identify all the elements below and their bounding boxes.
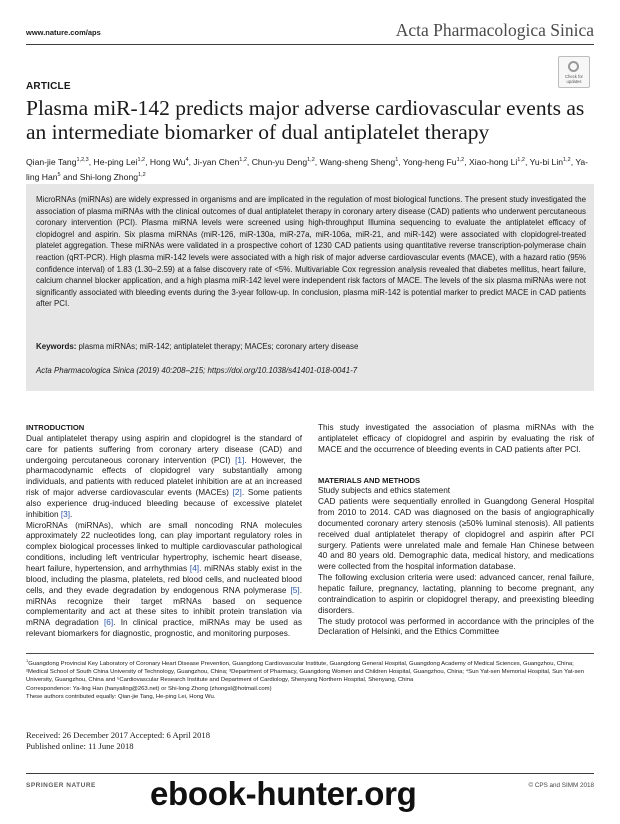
right-column [318,423,594,638]
author-affiliation: 1,2 [239,157,247,163]
equal-contribution-footnote: These authors contributed equally: Qian-jie Tang, He-ping Lei, Hong Wu. [26,693,216,700]
paragraph-text: . miRNAs recognize their target mRNAs based on sequence complementarity and act at these sites to inhibit protein translation via mRNA degradation [26,585,302,628]
keywords [36,342,586,351]
journal-name: Acta Pharmacologica Sinica [395,20,594,40]
paragraph-text: MicroRNAs (miRNAs), which are small noncoding RNA molecules approximately 22 nucleotides long, can play important regulatory roles in complex biological processes linked to multiple cardiovascular pathological conditions, including left ventricular hypertrophy, ischemic heart disease, heart failure, hypertension, and arrhythmias [26,520,302,573]
author-affiliation: 1,2 [456,157,465,163]
reference-link[interactable]: [5] [290,585,300,595]
author-affiliation: 1,2,3 [76,157,89,163]
author-name[interactable]: Qian-jie Tang [26,156,77,167]
paragraph-text: Dual antiplatelet therapy using aspirin and clopidogrel is the standard of care for patients suffering from coronary artery disease (CAD) and undergoing percutaneous coronary intervention (PCI) [26,433,302,465]
paragraph-text: . Some patients also experience drug-induced bleeding because of excessive platelet inhibition [26,488,302,519]
check-for-updates-badge[interactable] [558,56,590,88]
header-rule [26,44,594,45]
intro-paragraph-3: This study investigated the association of plasma miRNAs with the antiplatelet efficacy of clopidogrel and aspirin by evaluating the risk of MACE and the occurrence of bleeding events in CAD patients after PCI. [318,423,594,454]
check-updates-icon [568,61,579,72]
author-name[interactable]: Xiao-hong Li [469,156,518,167]
methods-heading: MATERIALS AND METHODS [318,475,421,485]
watermark: ebook-hunter.org [150,775,417,812]
methods-paragraph-1: CAD patients were sequentially enrolled in Guangdong General Hospital from 2010 to 2014. CAD was diagnosed on the basis of angiographically documented coronary artery stenosis (≥50% luminal stenosis). All patients received dual antiplatelet therapy of clopidogrel and aspirin after PCI surgery. Patients were unrelated male and female Han Chinese between 40 and 80 years old. Demographic data, medical history, and medications were collected from the hospital information database. [318,497,594,572]
methods-paragraph-2: The following exclusion criteria were used: advanced cancer, renal failure, hepatic failure, pregnancy, lactating, planning to become pregnant, any contraindication to aspirin or clopidogrel therapy, and preexisting bleeding disorders. [318,573,594,615]
author-affiliation: 1,2 [138,171,146,178]
methods-subheading: Study subjects and ethics statement [318,486,451,496]
reference-link[interactable]: [3] [60,509,71,519]
publication-dates [26,730,210,751]
author-name[interactable]: Yu-bi Lin [529,156,564,167]
keywords-text: plasma miRNAs; miR-142; antiplatelet therapy; MACEs; coronary artery disease [78,342,359,351]
introduction-heading: INTRODUCTION [26,423,85,432]
reference-link[interactable]: [4] [189,563,200,573]
author-affiliation: 1 [395,157,399,163]
received-accepted-dates: Received: 26 December 2017 Accepted: 6 April 2018 [26,730,210,740]
intro-paragraph-2 [26,521,302,640]
author-affiliation: 1,2 [517,157,525,163]
footnote-rule [26,653,594,654]
publisher-logo: SPRINGER NATURE [26,782,96,789]
abstract-text: MicroRNAs (miRNAs) are widely expressed in organisms and are implicated in the regulation of most biological functions. The present study investigated the association of plasma miRNAs with the clinical outcomes of dual antiplatelet therapy in coronary artery disease (CAD) patients who underwent percutaneous coronary intervention (PCI). Plasma miRNA levels were screened using high-throughput Illumina sequencing to evaluate the antiplatelet efficacy of clopidogrel and aspirin. Six plasma miRNAs (miR-126, miR-130a, miR-27a, miR-106a, miR-21, and miR-142) were associated with clopidogrel-treated platelet aggregation. These miRNAs were validated in a prospective cohort of 1230 CAD patients using quantitative reverse transcription-polymerase chain reaction (qRT-PCR). High plasma miR-142 levels were associated with a high risk of major adverse cardiovascular events (MACE), with a hazard ratio (95% confidence interval) of 1.83 (1.30–2.59) at a false discovery rate of <5%. Multivariable Cox regression analysis revealed that diabetes mellitus, heart failure, calcium channel blocker application, and a high plasma miR-142 level were independent risk factors of MACE. The levels of the six plasma miRNAs were not significantly associated with bleeding events during the 3-year follow-up. In conclusion, plasma miR-142 is potential marker to predict MACE in CAD patients after PCI. [36,195,586,309]
reference-link[interactable]: [2] [232,488,242,498]
author-affiliation: 5 [57,171,61,178]
author-conjunction: and [60,171,80,182]
citation-line[interactable]: Acta Pharmacologica Sinica (2019) 40:208–215; https://doi.org/10.1038/s41401-018-0041-7 [36,366,358,375]
author-name[interactable]: Shi-long Zhong [79,171,139,182]
author-name[interactable]: Ya-ling Han [26,156,589,182]
paragraph-text: . miRNAs stably exist in the blood, including the plasma, platelets, red blood cells, and nucleated blood cells, and they evade degradation by endogenous RNA polymerase [26,563,303,595]
published-online-date: Published online: 11 June 2018 [26,740,134,751]
author-affiliation: 4 [185,157,189,163]
author-name[interactable]: Hong Wu [149,156,186,167]
intro-paragraph-1 [26,434,302,521]
paragraph-text: . However, the pharmacodynamic effects of clopidogrel vary substantially among individuals, and patients with reduced platelet inhibition are at an increased risk of major adverse cardiovascular events (MACEs) [26,455,302,498]
author-name[interactable]: Wang-sheng Sheng [319,156,396,167]
left-column [26,423,302,640]
footer-rule [26,773,594,774]
author-name[interactable]: He-ping Lei [93,156,138,167]
copyright: © CPS and SIMM 2018 [528,782,594,789]
article-title: Plasma miR-142 predicts major adverse cardiovascular events as an intermediate biomarker of dual antiplatelet therapy [26,96,585,144]
article-type-label: ARTICLE [26,81,71,92]
footnotes [26,657,594,701]
reference-link[interactable]: [1] [235,455,245,465]
author-affiliation: 1,2 [307,157,315,163]
paragraph-text: . In clinical practice, miRNAs may be used as relevant biomarkers for diagnostic, prognostic, and monitoring purposes. [26,618,303,639]
reference-link[interactable]: [6] [103,618,114,628]
correspondence-footnote: Correspondence: Ya-ling Han (hanyaling@263.net) or Shi-long Zhong (zhongsl@hotmail.com) [26,685,272,692]
author-name[interactable]: Chun-yu Deng [251,156,308,167]
keywords-label: Keywords: [36,342,77,351]
paragraph-text: . [70,509,73,519]
author-list: Qian-jie Tang$^{1,2,3}$, He-ping Lei$^{1,2}$, Hong Wu$^4$, Ji-yan Chen$^{1,2}$, Chun-yu Deng$^{1,2}$, Wang-sheng Sheng$^1$, Yong-heng Fu$^{1,2}$, Xiao-hong Li$^{1,2}$, Yu-bi Lin$^{1,2}$, Ya-ling Han$^5$ and Shi-long Zhong$^{1,2}$ [26,156,589,182]
methods-paragraph-3: The study protocol was performed in accordance with the principles of the Declaration of Helsinki, and the Ethics Committee [318,616,594,637]
check-updates-label: Check for updates [565,74,583,84]
affiliations-footnote: $^1$Guangdong Provincial Key Laboratory of Coronary Heart Disease Prevention, Guangdong Cardiovascular Institute, Guangdong General Hospital, Guangdong Academy of Medical Sciences, Guangzhou, China; ²Medical School of South China University of Technology, Guangzhou, China; ³Department of Pharmacy, Guangdong Women and Children Hospital, Guangzhou, China; ⁴Sun Yat-sen Memorial Hospital, Sun Yat-sen University, Guangzhou, China and ⁵Cardiovascular Research Institute and Department of Cardiology, Shenyang Northern Hospital, Shenyang, China [26,658,584,684]
author-affiliation: 1,2 [137,157,146,163]
author-name[interactable]: Yong-heng Fu [402,156,457,167]
author-affiliation: 1,2 [563,157,571,163]
journal-url[interactable]: www.nature.com/aps [26,28,101,37]
author-name[interactable]: Ji-yan Chen [193,156,240,167]
